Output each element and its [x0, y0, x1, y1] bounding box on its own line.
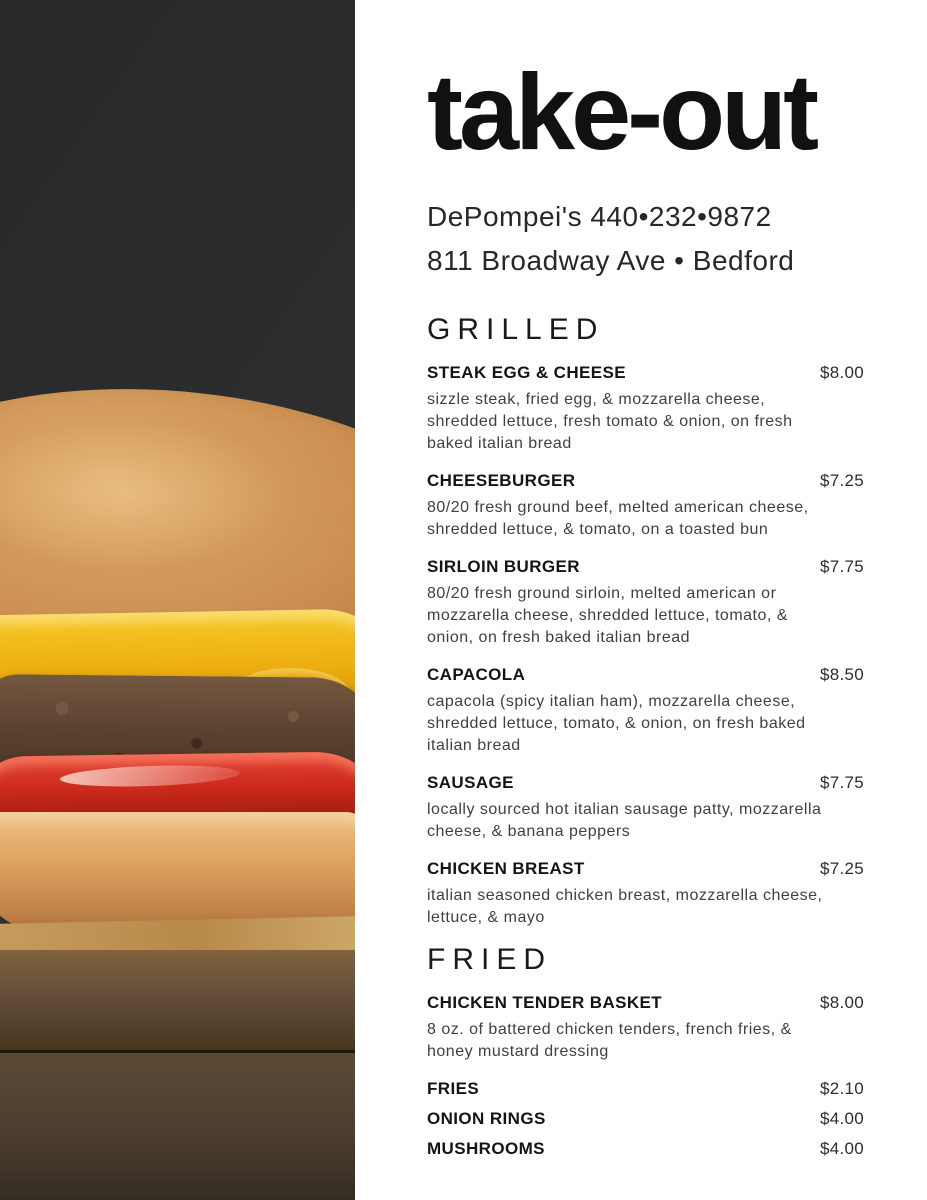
- section-items: [427, 991, 900, 1162]
- menu-item-row: [427, 663, 900, 688]
- wooden-board-edge: [0, 950, 355, 1053]
- menu-item-price: $4.00: [820, 1109, 865, 1128]
- menu-item: [427, 555, 900, 649]
- menu-item-row: [427, 771, 900, 796]
- restaurant-address: 811 Broadway Ave • Bedford: [427, 245, 795, 276]
- menu-item-price: $8.00: [820, 363, 865, 382]
- menu-item-name: SAUSAGE: [427, 773, 514, 792]
- menu-item-name: CHEESEBURGER: [427, 471, 576, 490]
- menu-item: [427, 1137, 900, 1162]
- burger-bottom-bun: [0, 812, 355, 932]
- section-title-grilled: GRILLED: [427, 313, 605, 346]
- menu-item: [427, 771, 900, 843]
- menu-item-description: 80/20 fresh ground sirloin, melted american or mozzarella cheese, shredded lettuce, tomato, & onion, on fresh baked italian bread: [427, 585, 788, 646]
- menu-item-row: [427, 1137, 900, 1162]
- restaurant-name-phone: DePompei's 440•232•9872: [427, 201, 772, 232]
- menu-item-description: sizzle steak, fried egg, & mozzarella cheese, shredded lettuce, fresh tomato & onion, on fresh baked italian bread: [427, 391, 793, 452]
- menu-item: [427, 361, 900, 455]
- menu-section: [427, 313, 900, 929]
- menu-item: [427, 469, 900, 541]
- menu-item-name: FRIES: [427, 1079, 480, 1098]
- menu-item-price: $7.75: [820, 557, 865, 576]
- menu-item-row: [427, 361, 900, 386]
- menu-item: [427, 1107, 900, 1132]
- restaurant-info-block: [427, 195, 900, 283]
- page-title: take-out: [427, 51, 816, 172]
- section-title-fried: FRIED: [427, 943, 552, 976]
- menu-sections: [427, 313, 900, 1162]
- menu-item-description: 80/20 fresh ground beef, melted american cheese, shredded lettuce, & tomato, on a toasted bun: [427, 499, 809, 538]
- menu-item: [427, 991, 900, 1063]
- table-foreground: [0, 1053, 355, 1200]
- menu-item-price: $8.00: [820, 993, 865, 1012]
- menu-item-row: [427, 555, 900, 580]
- menu-item-row: [427, 469, 900, 494]
- menu-item-row: [427, 1107, 900, 1132]
- menu-item-name: MUSHROOMS: [427, 1139, 545, 1158]
- menu-item-price: $2.10: [820, 1079, 865, 1098]
- menu-item: [427, 1077, 900, 1102]
- menu-item-price: $7.25: [820, 471, 865, 490]
- menu-item-description: 8 oz. of battered chicken tenders, french fries, & honey mustard dressing: [427, 1021, 792, 1060]
- menu-column: [355, 0, 900, 1162]
- menu-item-name: CAPACOLA: [427, 665, 526, 684]
- menu-item-row: [427, 1077, 900, 1102]
- menu-item-price: $8.50: [820, 665, 865, 684]
- menu-item: [427, 857, 900, 929]
- menu-item-name: CHICKEN TENDER BASKET: [427, 993, 663, 1012]
- menu-item-row: [427, 991, 900, 1016]
- menu-content: [355, 0, 927, 1200]
- menu-item-price: $7.25: [820, 859, 865, 878]
- menu-item: [427, 663, 900, 757]
- menu-item-row: [427, 857, 900, 882]
- burger-photo: [0, 0, 355, 1200]
- menu-item-name: ONION RINGS: [427, 1109, 546, 1128]
- menu-item-price: $7.75: [820, 773, 865, 792]
- section-items: [427, 361, 900, 929]
- menu-item-name: SIRLOIN BURGER: [427, 557, 580, 576]
- menu-item-price: $4.00: [820, 1139, 865, 1158]
- menu-item-name: STEAK EGG & CHEESE: [427, 363, 626, 382]
- menu-item-description: capacola (spicy italian ham), mozzarella cheese, shredded lettuce, tomato, & onion, on fresh baked italian bread: [427, 693, 806, 754]
- menu-item-name: CHICKEN BREAST: [427, 859, 585, 878]
- menu-section: [427, 943, 900, 1162]
- menu-item-description: italian seasoned chicken breast, mozzarella cheese, lettuce, & mayo: [427, 887, 823, 926]
- menu-item-description: locally sourced hot italian sausage patty, mozzarella cheese, & banana peppers: [427, 801, 822, 840]
